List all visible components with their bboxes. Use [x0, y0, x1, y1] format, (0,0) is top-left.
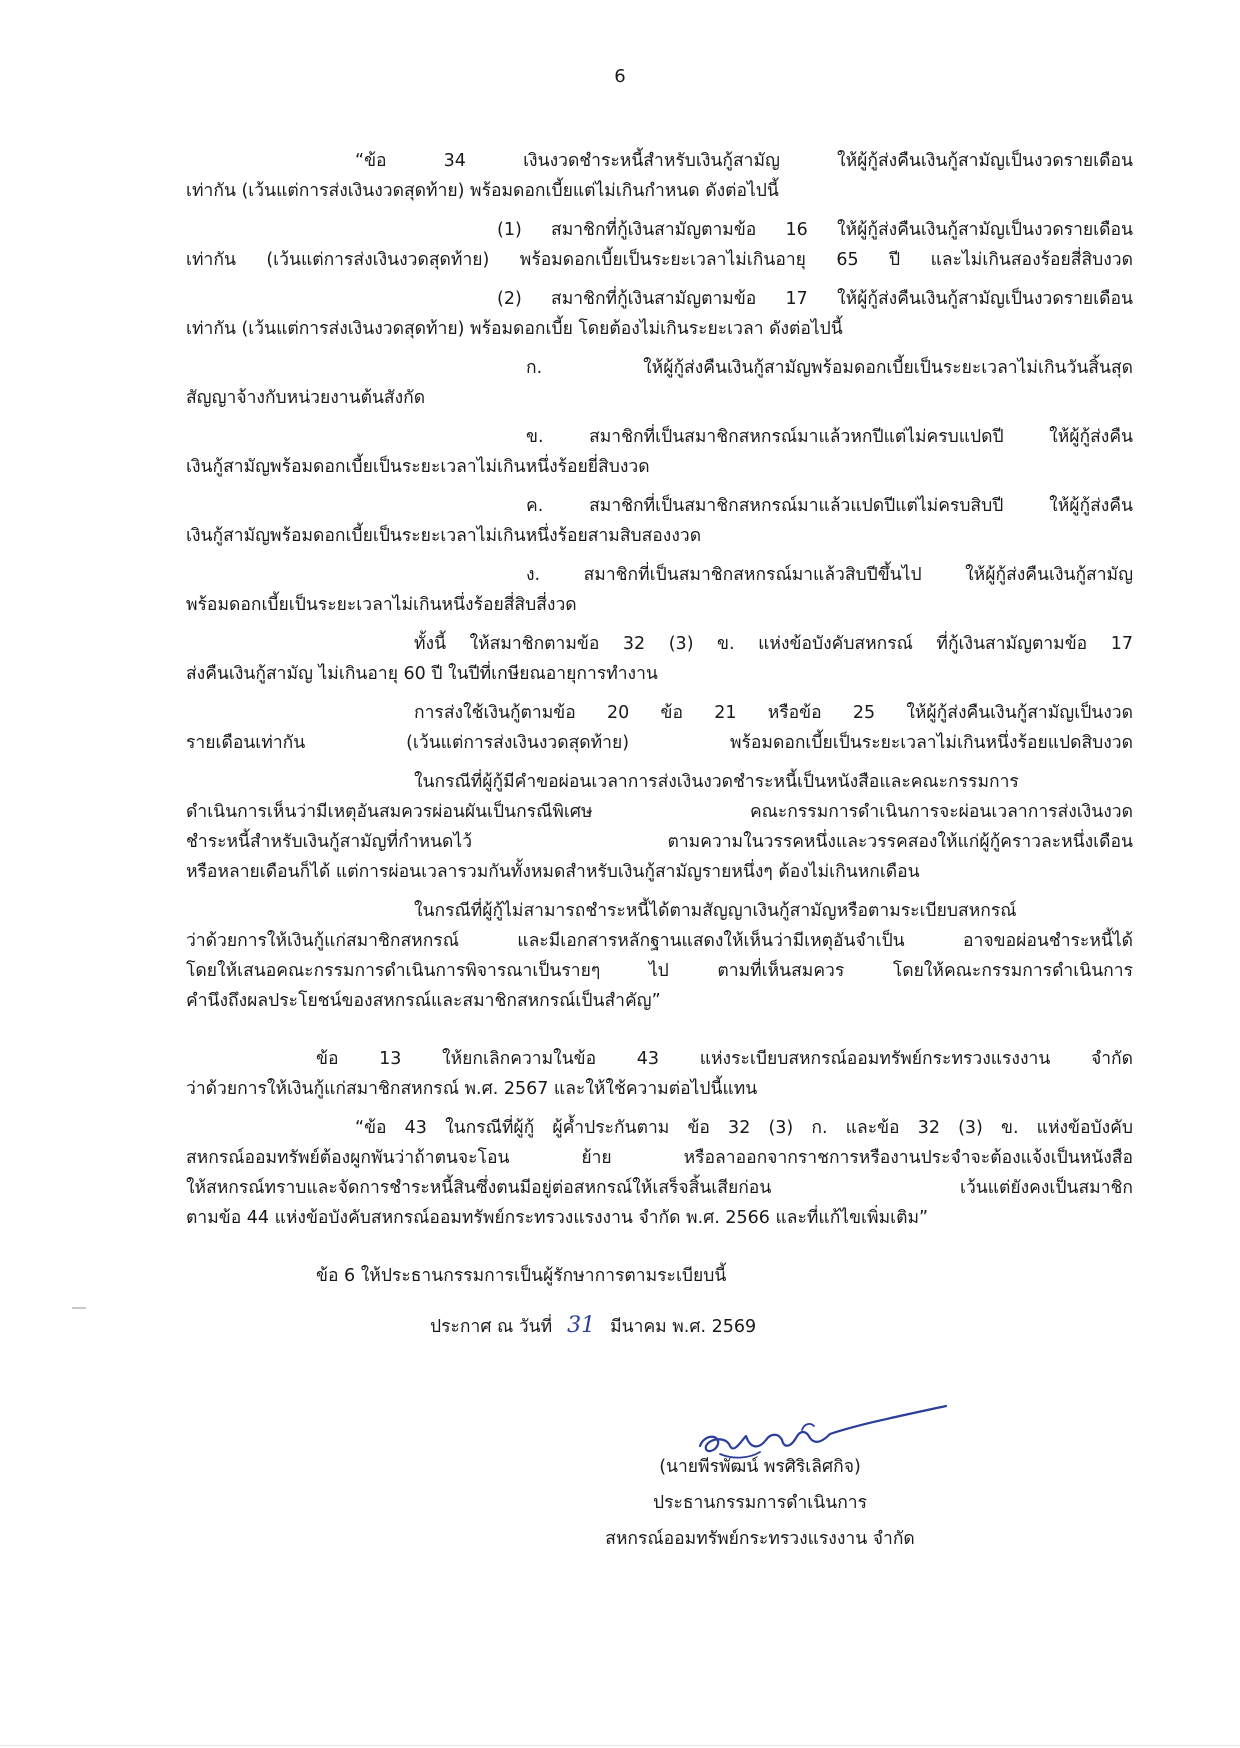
text-line: ว่าด้วยการให้เงินกู้แก่สมาชิกสหกรณ์ พ.ศ. 2567 และให้ใช้ความต่อไปนี้แทน	[186, 1079, 758, 1099]
text-line: สัญญาจ้างกับหน่วยงานต้นสังกัด	[186, 388, 426, 408]
text-line: เงินกู้สามัญพร้อมดอกเบี้ยเป็นระยะเวลาไม่เกินหนึ่งร้อยยี่สิบงวด	[186, 457, 650, 477]
text-line: ส่งคืนเงินกู้สามัญ ไม่เกินอายุ 60 ปี ในปีที่เกษียณอายุการทำงาน	[186, 664, 658, 684]
announcement-day: 31	[567, 1313, 596, 1338]
signatory-organization: สหกรณ์ออมทรัพย์กระทรวงแรงงาน จำกัด	[605, 1529, 915, 1549]
text-line: การส่งใช้เงินกู้ตามข้อ 20 ข้อ 21 หรือข้อ 25 ให้ผู้กู้ส่งคืนเงินกู้สามัญเป็นงวด	[414, 703, 1133, 723]
text-line: หรือหลายเดือนก็ได้ แต่การผ่อนเวลารวมกันทั้งหมดสำหรับเงินกู้สามัญรายหนึ่งๆ ต้องไม่เกินหกเดือน	[186, 862, 920, 882]
page-number: 6	[614, 66, 626, 87]
text-line: สหกรณ์ออมทรัพย์ต้องผูกพันว่าถ้าตนจะโอน ย้าย หรือลาออกจากราชการหรืองานประจำจะต้องแจ้งเป็นหนังสือ	[186, 1148, 1133, 1168]
scan-speck	[0, 1745, 1240, 1746]
text-line: เท่ากัน (เว้นแต่การส่งเงินงวดสุดท้าย) พร้อมดอกเบี้ย โดยต้องไม่เกินระยะเวลา ดังต่อไปนี้	[186, 319, 843, 339]
text-line: คำนึงถึงผลประโยชน์ของสหกรณ์และสมาชิกสหกรณ์เป็นสำคัญ”	[186, 991, 661, 1011]
text-line: ในกรณีที่ผู้กู้ไม่สามารถชำระหนี้ได้ตามสัญญาเงินกู้สามัญหรือตามระเบียบสหกรณ์	[414, 901, 1017, 921]
text-line: ง. สมาชิกที่เป็นสมาชิกสหกรณ์มาแล้วสิบปีขึ้นไป ให้ผู้กู้ส่งคืนเงินกู้สามัญ	[526, 565, 1133, 585]
announcement-month-year: มีนาคม พ.ศ. 2569	[610, 1317, 757, 1337]
text-line: ว่าด้วยการให้เงินกู้แก่สมาชิกสหกรณ์ และมีเอกสารหลักฐานแสดงให้เห็นว่ามีเหตุอันจำเป็น อาจขอผ่อนชำระหนี้ได้	[186, 931, 1133, 951]
text-line: (1) สมาชิกที่กู้เงินสามัญตามข้อ 16 ให้ผู้กู้ส่งคืนเงินกู้สามัญเป็นงวดรายเดือน	[497, 220, 1133, 240]
text-line: ชำระหนี้สำหรับเงินกู้สามัญที่กำหนดไว้ ตามความในวรรคหนึ่งและวรรคสองให้แก่ผู้กู้คราวละหนึ่งเดือน	[186, 832, 1133, 852]
text-line: เท่ากัน (เว้นแต่การส่งเงินงวดสุดท้าย) พร้อมดอกเบี้ยเป็นระยะเวลาไม่เกินอายุ 65 ปี และไม่เกินสองร้อยสี่สิบงวด	[186, 250, 1133, 270]
text-line: ทั้งนี้ ให้สมาชิกตามข้อ 32 (3) ข. แห่งข้อบังคับสหกรณ์ ที่กู้เงินสามัญตามข้อ 17	[414, 634, 1133, 654]
text-line: ในกรณีที่ผู้กู้มีคำขอผ่อนเวลาการส่งเงินงวดชำระหนี้เป็นหนังสือและคณะกรรมการ	[414, 772, 1019, 792]
text-line: ค. สมาชิกที่เป็นสมาชิกสหกรณ์มาแล้วแปดปีแต่ไม่ครบสิบปี ให้ผู้กู้ส่งคืน	[526, 496, 1133, 516]
text-line: ก. ให้ผู้กู้ส่งคืนเงินกู้สามัญพร้อมดอกเบี้ยเป็นระยะเวลาไม่เกินวันสิ้นสุด	[526, 358, 1133, 378]
text-line: โดยให้เสนอคณะกรรมการดำเนินการพิจารณาเป็นรายๆ ไป ตามที่เห็นสมควร โดยให้คณะกรรมการดำเนินการ	[186, 961, 1133, 981]
signatory-name: (นายพีรพัฒน์ พรศิริเลิศกิจ)	[659, 1457, 861, 1477]
text-line: ข. สมาชิกที่เป็นสมาชิกสหกรณ์มาแล้วหกปีแต่ไม่ครบแปดปี ให้ผู้กู้ส่งคืน	[526, 427, 1133, 447]
text-line: ให้สหกรณ์ทราบและจัดการชำระหนี้สินซึ่งตนมีอยู่ต่อสหกรณ์ให้เสร็จสิ้นเสียก่อน เว้นแต่ยังคงเป็นสมาชิก	[186, 1178, 1133, 1198]
text-line: (2) สมาชิกที่กู้เงินสามัญตามข้อ 17 ให้ผู้กู้ส่งคืนเงินกู้สามัญเป็นงวดรายเดือน	[497, 289, 1133, 309]
section-6-line: ข้อ 6 ให้ประธานกรรมการเป็นผู้รักษาการตามระเบียบนี้	[316, 1266, 727, 1286]
text-line: ดำเนินการเห็นว่ามีเหตุอันสมควรผ่อนผันเป็นกรณีพิเศษ คณะกรรมการดำเนินการจะผ่อนเวลาการส่งเงินงวด	[186, 802, 1133, 822]
text-line: ตามข้อ 44 แห่งข้อบังคับสหกรณ์ออมทรัพย์กระทรวงแรงงาน จำกัด พ.ศ. 2566 และที่แก้ไขเพิ่มเติม”	[186, 1208, 929, 1228]
text-line: เท่ากัน (เว้นแต่การส่งเงินงวดสุดท้าย) พร้อมดอกเบี้ยแต่ไม่เกินกำหนด ดังต่อไปนี้	[186, 181, 779, 201]
announcement-prefix: ประกาศ ณ วันที่	[430, 1317, 553, 1337]
text-line: ข้อ 13 ให้ยกเลิกความในข้อ 43 แห่งระเบียบสหกรณ์ออมทรัพย์กระทรวงแรงงาน จำกัด	[316, 1049, 1133, 1069]
text-line: “ข้อ 43 ในกรณีที่ผู้กู้ ผู้ค้ำประกันตาม ข้อ 32 (3) ก. และข้อ 32 (3) ข. แห่งข้อบังคับ	[355, 1118, 1133, 1138]
text-line: เงินกู้สามัญพร้อมดอกเบี้ยเป็นระยะเวลาไม่เกินหนึ่งร้อยสามสิบสองงวด	[186, 526, 702, 546]
text-line: รายเดือนเท่ากัน (เว้นแต่การส่งเงินงวดสุดท้าย) พร้อมดอกเบี้ยเป็นระยะเวลาไม่เกินหนึ่งร้อยแปดสิบงวด	[186, 733, 1133, 753]
scan-speck	[72, 1307, 86, 1309]
signatory-position: ประธานกรรมการดำเนินการ	[652, 1493, 868, 1513]
text-line: “ข้อ 34 เงินงวดชำระหนี้สำหรับเงินกู้สามัญ ให้ผู้กู้ส่งคืนเงินกู้สามัญเป็นงวดรายเดือน	[355, 151, 1133, 171]
text-line: พร้อมดอกเบี้ยเป็นระยะเวลาไม่เกินหนึ่งร้อยสี่สิบสี่งวด	[186, 595, 577, 615]
announcement-date	[430, 1308, 950, 1344]
